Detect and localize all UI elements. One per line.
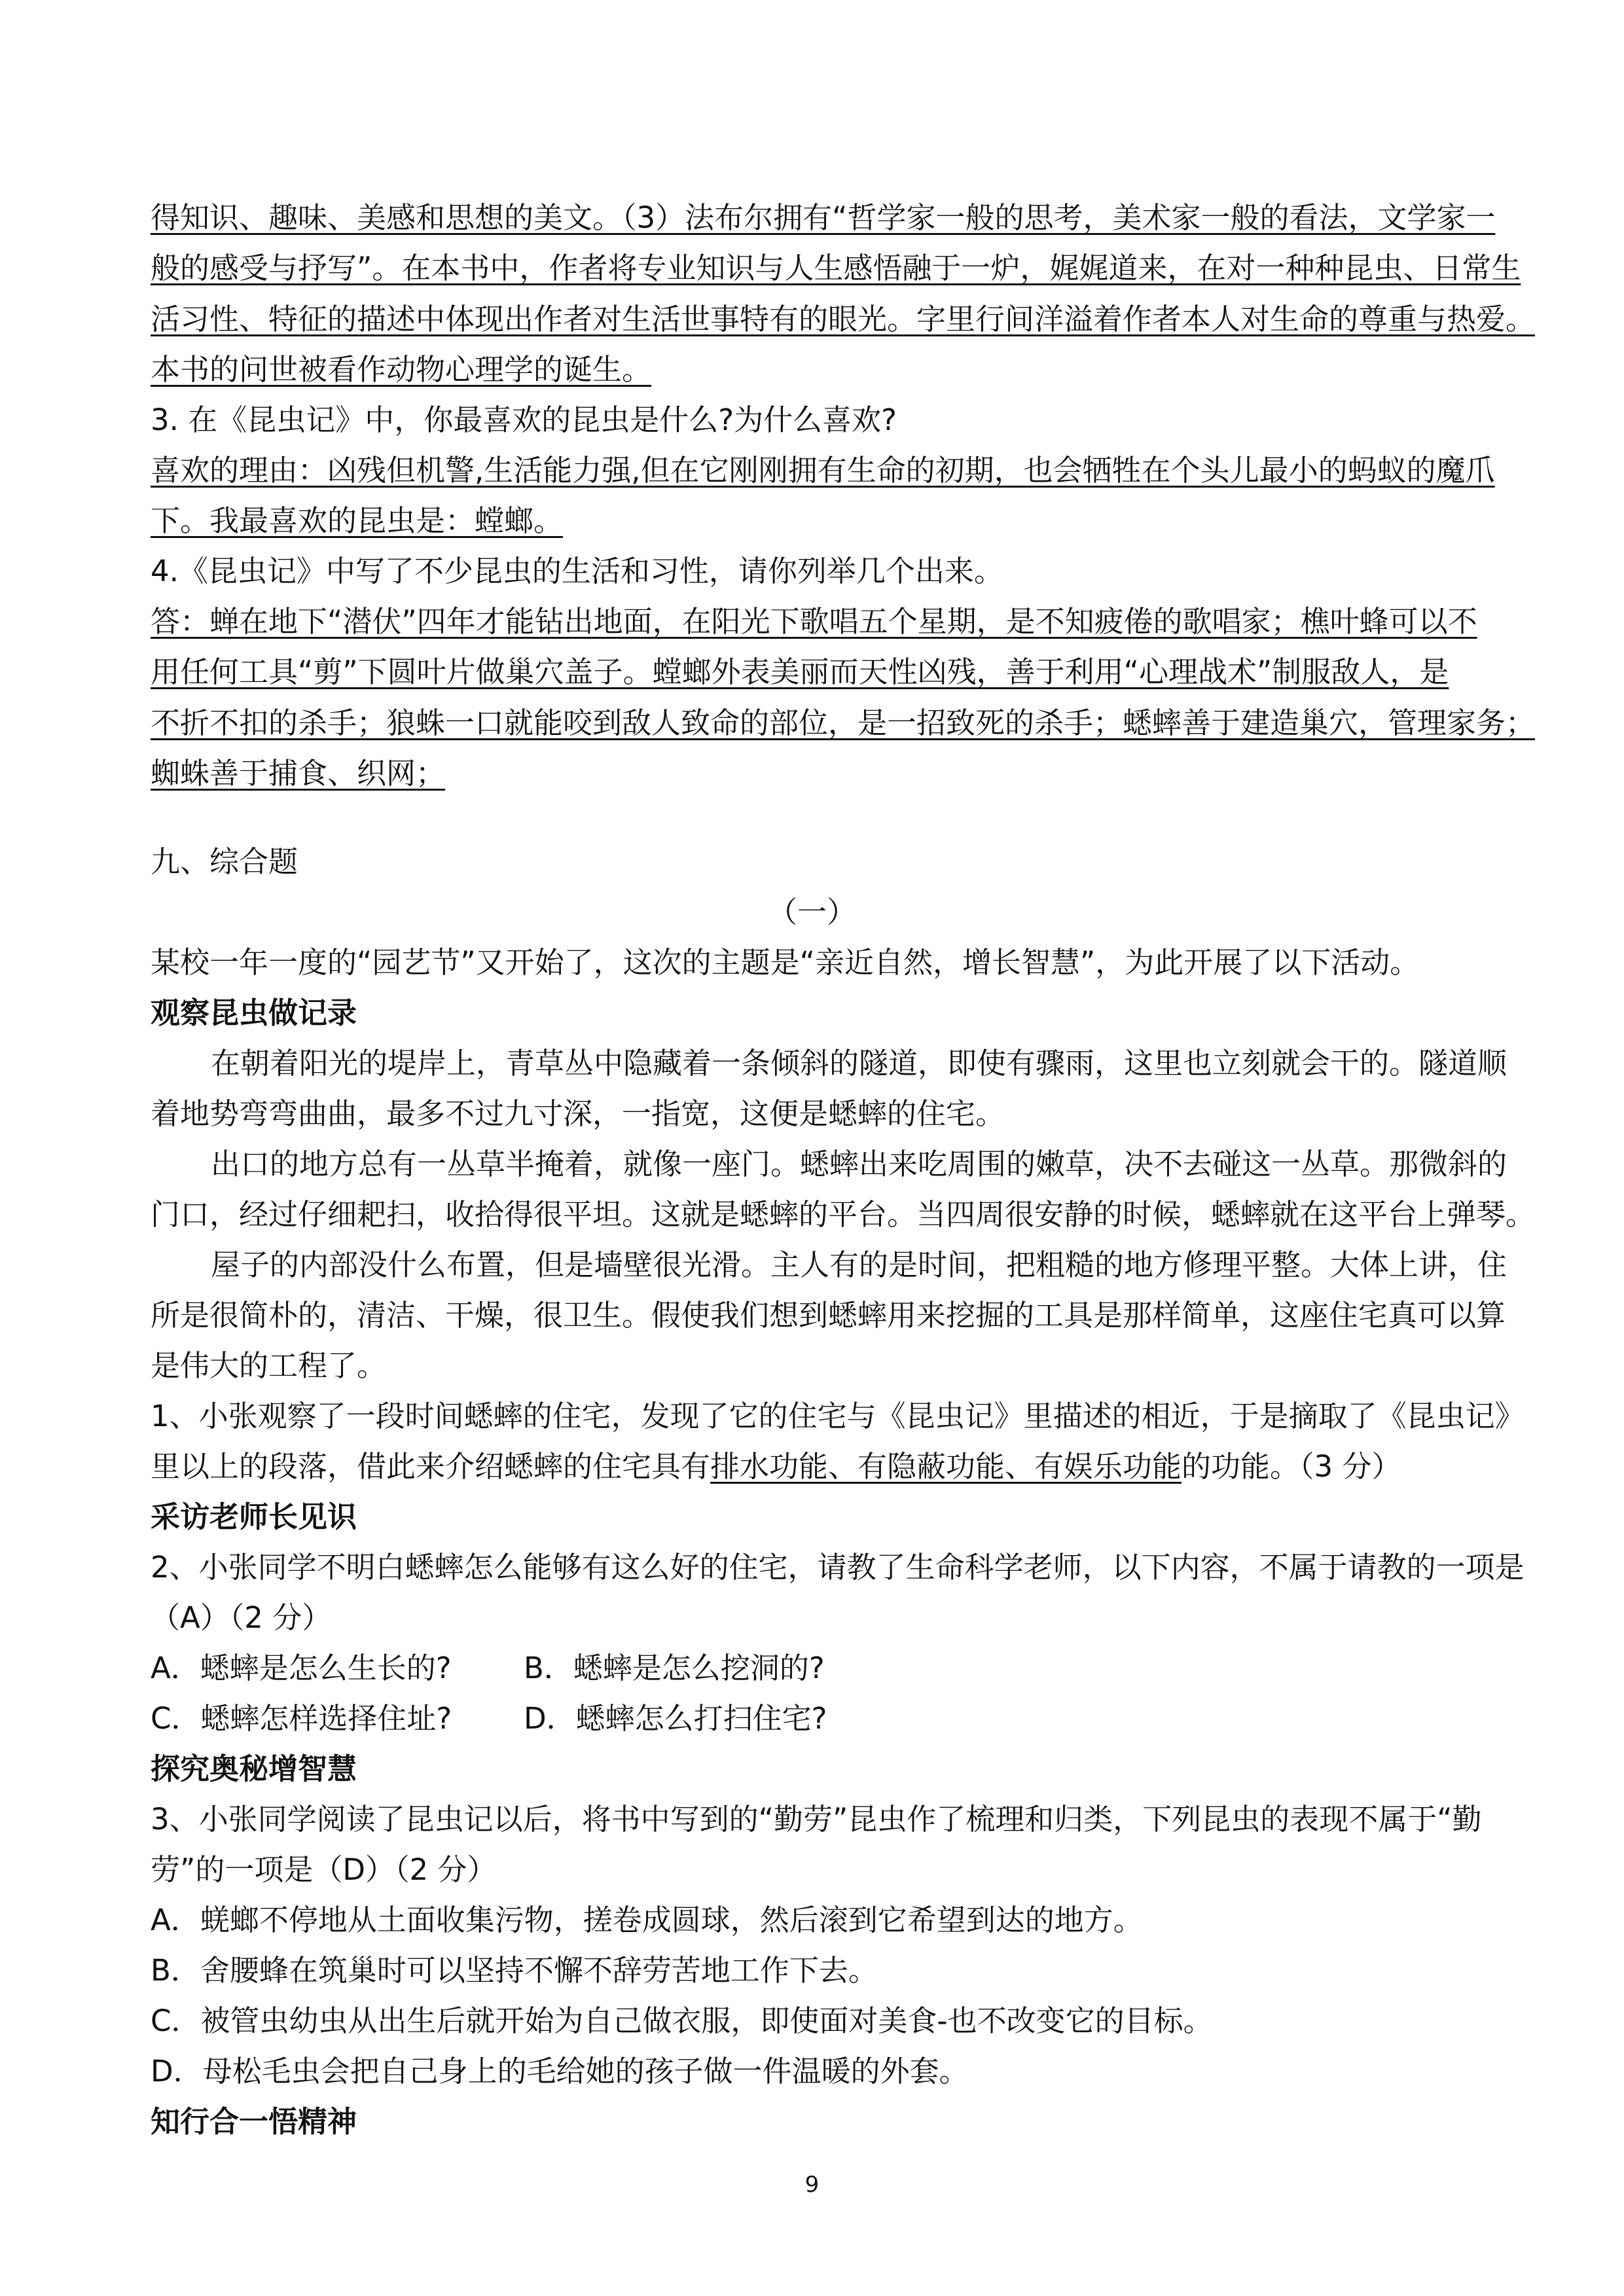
q2-option-d: D．蟋蟀怎么打扫住宅? xyxy=(524,1701,827,1736)
section-heading: 九、综合题 xyxy=(151,844,298,879)
q4-question: 4.《昆虫记》中写了不少昆虫的生活和习性，请你列举几个出来。 xyxy=(151,554,1003,588)
page-number: 9 xyxy=(804,2172,820,2198)
passage-line-1: 在朝着阳光的堤岸上，青草丛中隐藏着一条倾斜的隧道，即使有骤雨，这里也立刻就会干的。隧道顺 xyxy=(211,1046,1507,1081)
q4-answer-line-4-text: 蜘蛛善于捕食、织网； xyxy=(151,756,446,791)
q4-answer-line-1: 答：蝉在地下“潜伏”四年才能钻出地面，在阳光下歌唱五个星期，是不知疲倦的歌唱家；樵叶蜂可以不 xyxy=(151,604,1477,639)
q4-answer-line-4 xyxy=(151,754,1479,793)
q3-line-1: 3、小张同学阅读了昆虫记以后，将书中写到的“勤劳”昆虫作了梳理和归类，下列昆虫的表现不属于“勤 xyxy=(151,1802,1482,1837)
passage-line-3: 出口的地方总有一丛草半掩着，就像一座门。蟋蟀出来吃周围的嫩草，决不去碰这一丛草。那微斜的 xyxy=(211,1147,1507,1181)
q2-line-1: 2、小张同学不明白蟋蟀怎么能够有这么好的住宅，请教了生命科学老师，以下内容，不属于请教的一项是 xyxy=(151,1550,1525,1585)
q3-answer-line-2-text: 下。我最喜欢的昆虫是：螳螂。 xyxy=(151,503,564,538)
passage-line-4: 门口，经过仔细耙扫，收拾得很平坦。这就是蟋蟀的平台。当四周很安静的时候，蟋蟀就在这平台上弹琴。 xyxy=(151,1197,1536,1232)
q1-line-2-pre: 里以上的段落，借此来介绍蟋蟀的住宅具有 xyxy=(151,1449,711,1484)
section2-title: 采访老师长见识 xyxy=(151,1499,357,1534)
passage-line-2: 着地势弯弯曲曲，最多不过九寸深，一指宽，这便是蟋蟀的住宅。 xyxy=(151,1096,1005,1131)
passage-line-7: 是伟大的工程了。 xyxy=(151,1348,387,1383)
q2-answer-line-1: 得知识、趣味、美感和思想的美文。（3）法布尔拥有“哲学家一般的思考，美术家一般的看法，文学家一 xyxy=(151,200,1496,235)
q2-answer-line-4: 本书的问世被看作动物心理学的诞生。 xyxy=(151,352,652,387)
intro-text: 某校一年一度的“园艺节”又开始了，这次的主题是“亲近自然，增长智慧”，为此开展了以下活动。 xyxy=(151,945,1420,980)
q3-answer-line-1: 喜欢的理由：凶残但机警,生活能力强,但在它刚刚拥有生命的初期，也会牺牲在个头儿最小的蚂蚁的魔爪 xyxy=(151,453,1495,488)
q4-answer-line-3: 不折不扣的杀手；狼蛛一口就能咬到敌人致命的部位，是一招致死的杀手；蟋蟀善于建造巢穴，管理家务； xyxy=(151,706,1536,740)
q2-line-2: （A）（2 分） xyxy=(151,1600,332,1635)
passage-line-6: 所是很简朴的，清洁、干燥，很卫生。假使我们想到蟋蟀用来挖掘的工具是那样简单，这座住宅真可以算 xyxy=(151,1298,1506,1333)
q3-option-b: B．舍腰蜂在筑巢时可以坚持不懈不辞劳苦地工作下去。 xyxy=(151,1953,878,1988)
q2-answer-line-2: 般的感受与抒写”。在本书中，作者将专业知识与人生感悟融于一炉，娓娓道来，在对一种种昆虫、日常生 xyxy=(151,251,1521,285)
q1-line-2-post: 的功能。（3 分） xyxy=(1182,1449,1401,1484)
q3-question: 3. 在《昆虫记》中，你最喜欢的昆虫是什么?为什么喜欢? xyxy=(151,403,897,437)
q1-line-1: 1、小张观察了一段时间蟋蟀的住宅，发现了它的住宅与《昆虫记》里描述的相近，于是摘取了《昆虫记》 xyxy=(151,1399,1525,1433)
q3-option-c: C．被管虫幼虫从出生后就开始为自己做衣服，即使面对美食-也不改变它的目标。 xyxy=(151,2003,1213,2038)
q3-answer-line-2 xyxy=(151,501,1479,541)
q2-option-c: C．蟋蟀怎样选择住址? xyxy=(151,1701,452,1736)
q2-option-b: B．蟋蟀是怎么挖洞的? xyxy=(524,1651,825,1685)
q3-option-d: D．母松毛虫会把自己身上的毛给她的孩子做一件温暖的外套。 xyxy=(151,2054,969,2089)
section1-title: 观察昆虫做记录 xyxy=(151,996,357,1030)
sub-heading: （一） xyxy=(767,895,856,929)
q1-line-2 xyxy=(151,1447,1479,1486)
section4-title: 知行合一悟精神 xyxy=(151,2104,357,2139)
section3-title: 探究奥秘增智慧 xyxy=(151,1751,357,1786)
q4-answer-line-2: 用任何工具“剪”下圆叶片做巢穴盖子。螳螂外表美丽而天性凶残，善于利用“心理战术”制服敌人，是 xyxy=(151,655,1449,689)
q2-answer-line-3: 活习性、特征的描述中体现出作者对生活世事特有的眼光。字里行间洋溢着作者本人对生命的尊重与热爱。 xyxy=(151,302,1536,336)
q1-answer: 排水功能、有隐蔽功能、有娱乐功能 xyxy=(710,1449,1182,1484)
passage-line-5: 屋子的内部没什么布置，但是墙壁很光滑。主人有的是时间，把粗糙的地方修理平整。大体上讲，住 xyxy=(211,1247,1507,1282)
q2-option-a: A．蟋蟀是怎么生长的? xyxy=(151,1651,452,1685)
q3-option-a: A．蜣螂不停地从土面收集污物，搓卷成圆球，然后滚到它希望到达的地方。 xyxy=(151,1903,1143,1937)
q3-line-2: 劳”的一项是（D）（2 分） xyxy=(151,1852,497,1887)
